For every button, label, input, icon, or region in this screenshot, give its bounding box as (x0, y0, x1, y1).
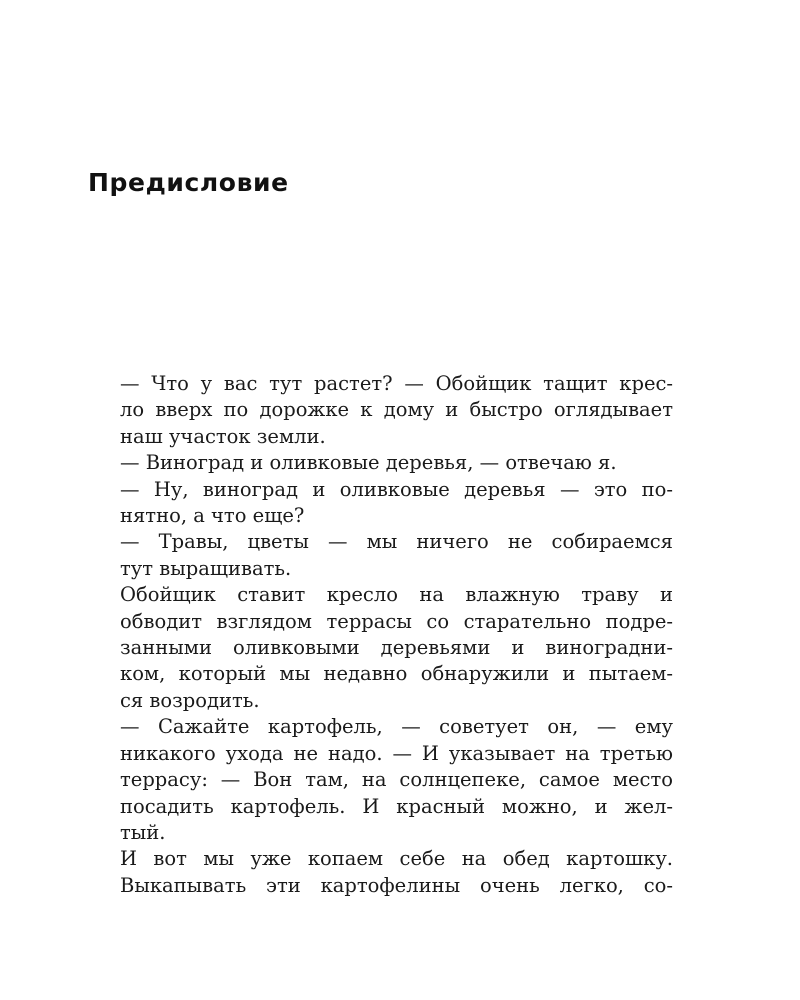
text-line: наш участок земли. (120, 424, 326, 448)
text-line: — Травы, цветы — мы ничего не собираемся (120, 530, 673, 554)
paragraph (88, 846, 673, 899)
text-line: тут выращивать. (120, 556, 292, 580)
text-line: ся возродить. (120, 688, 260, 712)
text-line: ком, который мы недавно обнаружили и пытаем- (120, 662, 673, 686)
paragraph (88, 529, 673, 582)
paragraph (88, 371, 673, 450)
paragraph (88, 450, 673, 476)
text-line: Выкапывать эти картофелины очень легко, со- (120, 873, 673, 897)
text-line: обводит взглядом террасы со старательно подре- (120, 609, 673, 633)
text-line: — Виноград и оливковые деревья, — отвечаю я. (120, 451, 617, 475)
paragraph (88, 714, 673, 846)
body-text (88, 371, 673, 899)
text-line: — Ну, виноград и оливковые деревья — это по- (120, 477, 673, 501)
text-line: занными оливковыми деревьями и виноградни- (120, 636, 673, 660)
paragraph (88, 582, 673, 714)
text-line: Обойщик ставит кресло на влажную траву и (120, 583, 673, 607)
text-line: ло вверх по дорожке к дому и быстро оглядывает (120, 398, 673, 422)
text-line: — Сажайте картофель, — советует он, — ему (120, 715, 673, 739)
text-line: посадить картофель. И красный можно, и жел- (120, 794, 673, 818)
text-line: террасу: — Вон там, на солнцепеке, самое место (120, 768, 673, 792)
text-line: — Что у вас тут растет? — Обойщик тащит крес- (120, 372, 673, 395)
text-line: нятно, а что еще? (120, 504, 305, 528)
text-line: тый. (120, 820, 166, 844)
paragraph (88, 477, 673, 530)
text-line: никакого ухода не надо. — И указывает на третью (120, 741, 673, 765)
chapter-title: Предисловие (88, 168, 289, 197)
text-line: И вот мы уже копаем себе на обед картошку. (120, 847, 673, 871)
